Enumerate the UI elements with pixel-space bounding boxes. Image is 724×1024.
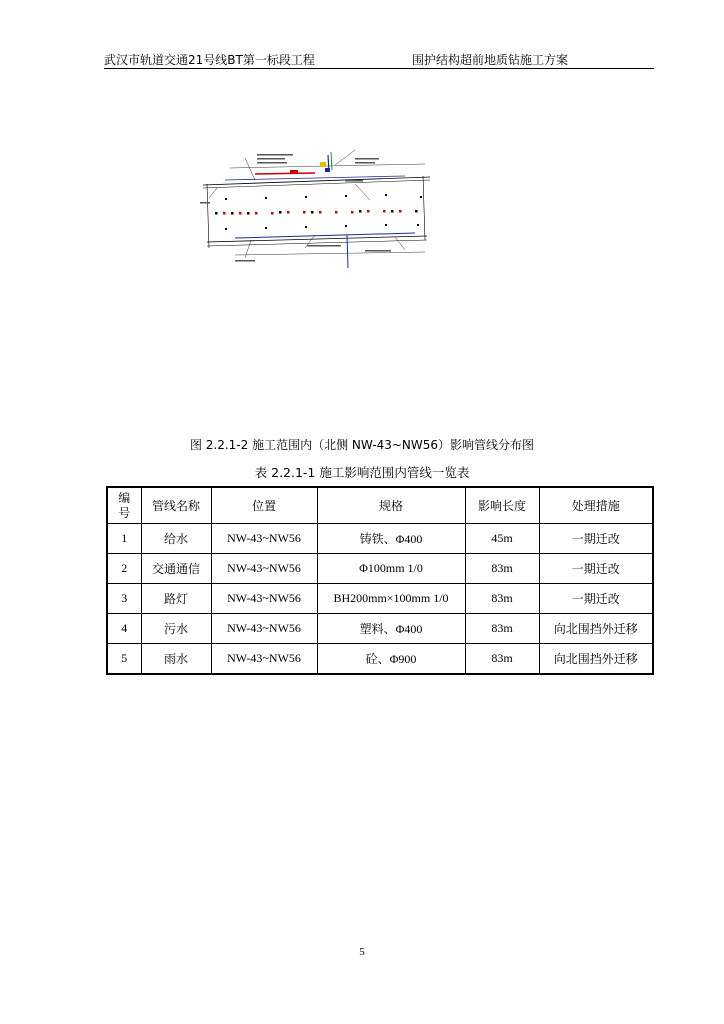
pipeline-table [106,486,654,675]
annotation-leaders [209,150,405,258]
page-header [104,52,654,69]
cell-number: 2 [107,554,141,584]
cell-spec: 砼、Φ900 [317,644,465,675]
table-row [107,524,653,554]
cell-number: 5 [107,644,141,675]
header-number [107,487,141,524]
cell-pipe-name: 给水 [141,524,211,554]
header-project-title: 武汉市轨道交通21号线BT第一标段工程 [104,53,315,67]
cell-length: 45m [465,524,539,554]
red-pipe-line [255,173,315,174]
green-pipe-vertical [331,152,332,170]
header-location: 位置 [211,487,317,524]
cell-pipe-name: 交通通信 [141,554,211,584]
cell-pipe-name: 污水 [141,614,211,644]
cell-measure: 一期迁改 [539,524,653,554]
cell-measure: 向北围挡外迁移 [539,644,653,675]
table-row [107,554,653,584]
table-row [107,614,653,644]
cell-spec: 塑料、Φ400 [317,614,465,644]
pipeline-distribution-drawing [195,140,445,275]
right-end-line [423,176,425,240]
red-symbol [290,170,298,173]
table-caption: 表 2.2.1-1 施工影响范围内管线一览表 [254,465,470,480]
blue-pipe-line [225,176,405,180]
cell-location: NW-43~NW56 [211,584,317,614]
table-row [107,584,653,614]
cell-length: 83m [465,554,539,584]
table-header-row [107,487,653,524]
cell-location: NW-43~NW56 [211,644,317,675]
header-document-title: 围护结构超前地质钻施工方案 [412,53,569,67]
cell-number: 3 [107,584,141,614]
cell-measure: 一期迁改 [539,554,653,584]
cell-spec: 铸铁、Φ400 [317,524,465,554]
black-marker-row [215,210,418,215]
cell-length: 83m [465,644,539,675]
bottom-road-line [235,252,425,255]
cell-length: 83m [465,584,539,614]
header-number-top: 编 [118,490,131,505]
header-spec: 规格 [317,487,465,524]
cell-measure: 向北围挡外迁移 [539,614,653,644]
cell-measure: 一期迁改 [539,584,653,614]
cell-pipe-name: 雨水 [141,644,211,675]
header-number-bottom: 号 [118,505,131,520]
header-length: 影响长度 [465,487,539,524]
upper-marker-row [225,194,422,200]
header-pipe-name: 管线名称 [141,487,211,524]
blue-pipe-vertical-south [347,235,348,268]
header-measure: 处理措施 [539,487,653,524]
cell-pipe-name: 路灯 [141,584,211,614]
page-number: 5 [359,946,365,958]
top-road-line [230,164,425,168]
left-end-line [207,184,209,248]
lower-marker-row [225,224,419,230]
cell-location: NW-43~NW56 [211,614,317,644]
cell-location: NW-43~NW56 [211,524,317,554]
cell-number: 4 [107,614,141,644]
cell-length: 83m [465,614,539,644]
blue-symbol [325,168,330,172]
figure-caption: 图 2.2.1-2 施工范围内（北侧 NW-43~NW56）影响管线分布图 [189,438,535,452]
cell-spec: Φ100mm 1/0 [317,554,465,584]
cell-spec: BH200mm×100mm 1/0 [317,584,465,614]
yellow-symbol [320,162,326,167]
cell-number: 1 [107,524,141,554]
table-row [107,644,653,675]
cell-location: NW-43~NW56 [211,554,317,584]
